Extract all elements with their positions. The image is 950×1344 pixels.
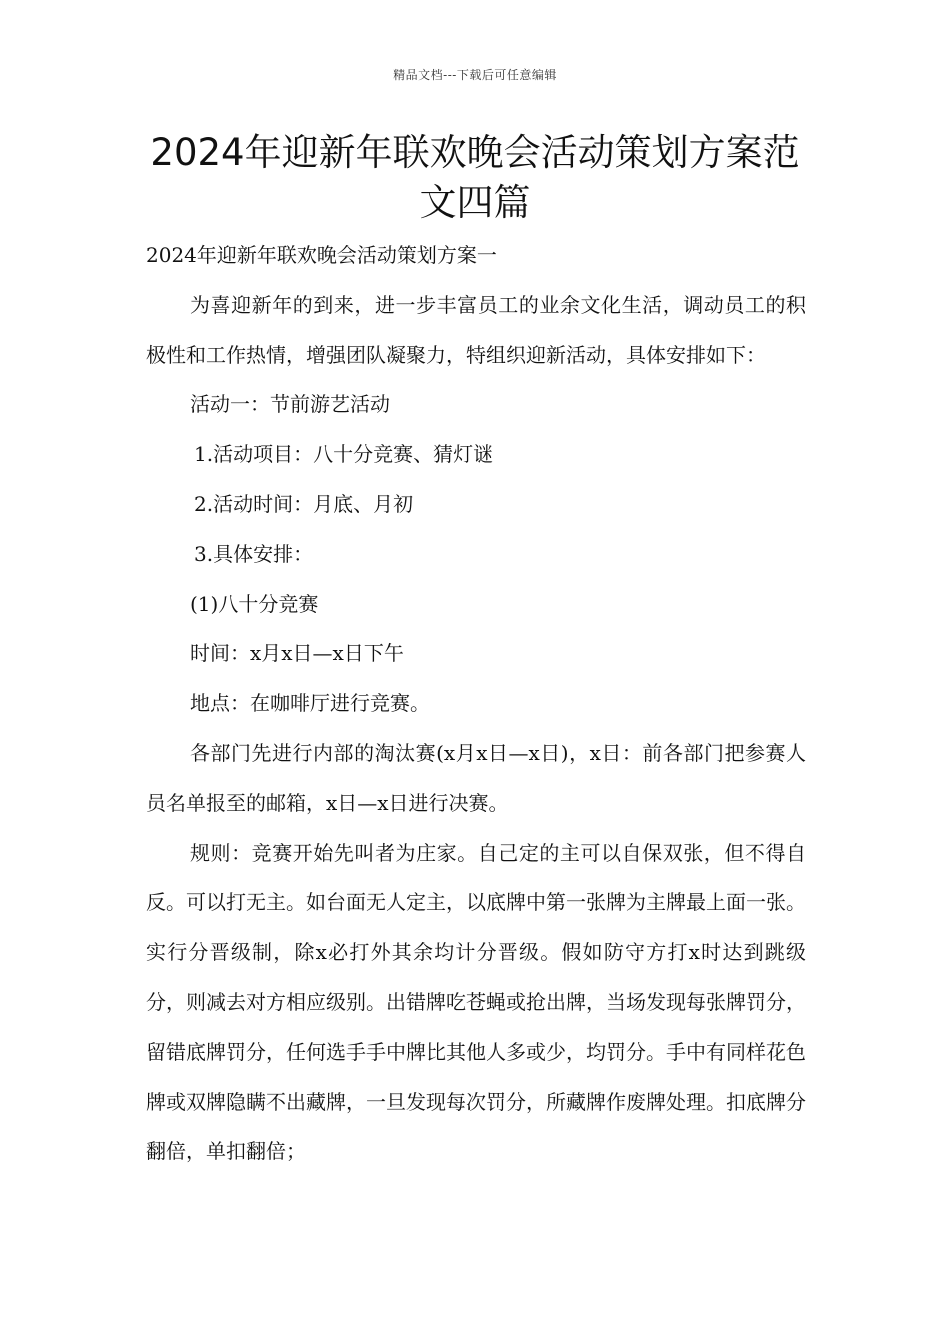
departments-paragraph: 各部门先进行内部的淘汰赛(x月x日—x日)，x日：前各部门把参赛人员名单报至的邮箱，x日—x日进行决赛。	[146, 740, 806, 815]
title-line-2: 文四篇	[419, 181, 531, 224]
list-item-1: 1.活动项目：八十分竞赛、猜灯谜	[194, 442, 494, 467]
list-item-2: 2.活动时间：月底、月初	[194, 491, 414, 516]
sub-item-1: (1)八十分竞赛	[190, 591, 319, 616]
title-line-1: 2024年迎新年联欢晚会活动策划方案范	[150, 131, 800, 174]
intro-paragraph: 为喜迎新年的到来，进一步丰富员工的业余文化生活，调动员工的积极性和工作热情，增强团队凝聚力，特组织迎新活动，具体安排如下：	[146, 292, 806, 367]
activity-one-heading: 活动一：节前游艺活动	[190, 392, 390, 417]
time-line: 时间：x月x日—x日下午	[190, 641, 404, 666]
section-heading: 2024年迎新年联欢晚会活动策划方案一	[146, 243, 497, 267]
rules-paragraph: 规则：竞赛开始先叫者为庄家。自己定的主可以自保双张，但不得自反。可以打无主。如台面无人定主，以底牌中第一张牌为主牌最上面一张。实行分晋级制，除x必打外其余均计分晋级。假如防守方打x时达到跳级分，则减去对方相应级别。出错牌吃苍蝇或抢出牌，当场发现每张牌罚分，留错底牌罚分，任何选手手中牌比其他人多或少，均罚分。手中有同样花色牌或双牌隐瞒不出藏牌，一旦发现每次罚分，所藏牌作废牌处理。扣底牌分翻倍，单扣翻倍；	[146, 840, 806, 1164]
place-line: 地点：在咖啡厅进行竞赛。	[190, 691, 430, 716]
document-title	[120, 128, 830, 228]
document-body	[146, 231, 806, 1177]
header-note: 精品文档---下载后可任意编辑	[393, 68, 557, 82]
list-item-3: 3.具体安排：	[194, 541, 314, 566]
